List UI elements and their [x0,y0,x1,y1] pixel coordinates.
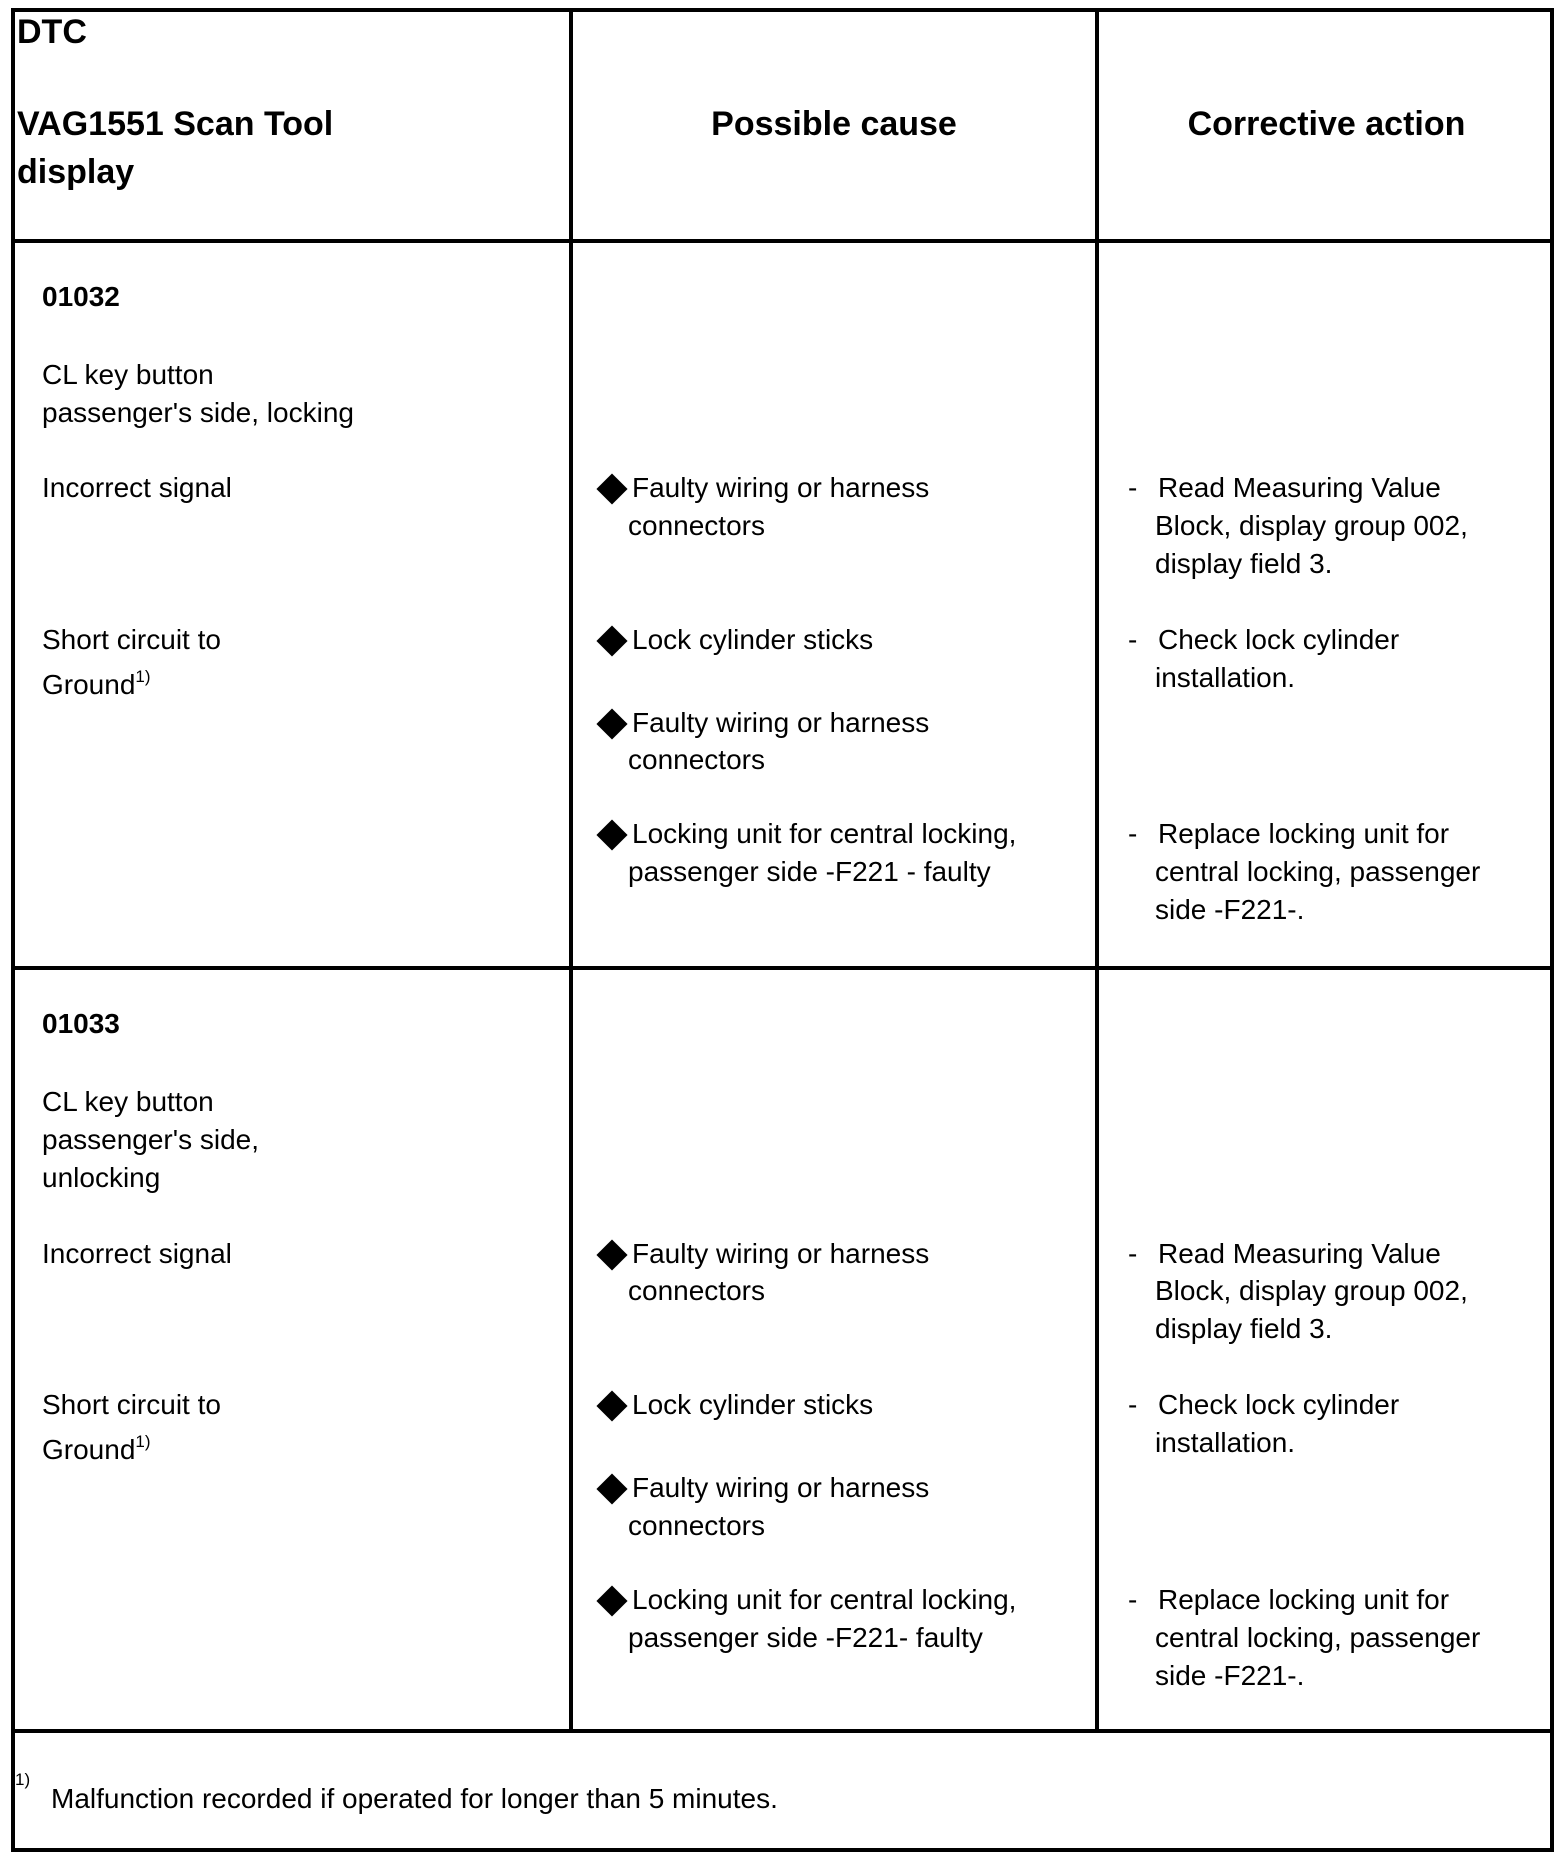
footnote-ref: 1) [135,1432,151,1451]
possible-cause: connectors [628,1275,765,1306]
dash-marker: - [1128,1584,1138,1615]
possible-cause: Lock cylinder sticks [632,624,874,655]
header-divider [11,239,1554,243]
footer-divider [11,1729,1554,1733]
corrective-action: installation. [1155,1427,1296,1458]
possible-cause: Lock cylinder sticks [632,1389,874,1420]
fault-type: Incorrect signal [42,472,232,503]
dtc-code: 01032 [42,281,120,312]
corrective-action: Check lock cylinder [1158,624,1400,655]
corrective-action: side -F221-. [1155,1660,1305,1691]
corrective-action: Replace locking unit for [1158,1584,1450,1615]
footnote-ref: 1) [135,667,151,686]
row-divider [11,966,1554,970]
corrective-action: Check lock cylinder [1158,1389,1400,1420]
possible-cause: passenger side -F221 - faulty [628,856,991,887]
possible-cause: connectors [628,510,765,541]
dash-marker: - [1128,1389,1138,1420]
dtc-table [11,8,1554,1852]
possible-cause: Faulty wiring or harness [632,707,930,738]
possible-cause: Locking unit for central locking, [632,818,1017,849]
column-divider-2 [1095,8,1099,1733]
possible-cause: Faulty wiring or harness [632,472,930,503]
fault-type: Short circuit to [42,624,221,655]
fault-type: Ground$^{1)}$ [42,667,151,700]
header-dtc: DTC [17,13,87,51]
corrective-action: Block, display group 002, [1155,1275,1468,1306]
corrective-action: display field 3. [1155,548,1333,579]
corrective-action: central locking, passenger [1155,1622,1481,1653]
corrective-action: installation. [1155,662,1296,693]
dash-marker: - [1128,1238,1138,1269]
possible-cause: connectors [628,744,765,775]
dash-marker: - [1128,472,1138,503]
corrective-action: Read Measuring Value [1158,472,1441,503]
fault-type: Incorrect signal [42,1238,232,1269]
footnote-marker: 1) [15,1770,31,1789]
dash-marker: - [1128,818,1138,849]
possible-cause: Faulty wiring or harness [632,1238,930,1269]
dtc-description: CL key button [42,1086,214,1117]
possible-cause: Faulty wiring or harness [632,1472,930,1503]
possible-cause: Locking unit for central locking, [632,1584,1017,1615]
dtc-description: CL key button [42,359,214,390]
dtc-description: passenger's side, [42,1124,260,1155]
corrective-action: side -F221-. [1155,894,1305,925]
header-display: display [17,153,135,191]
dtc-description: unlocking [42,1162,161,1193]
footnote-text: Malfunction recorded if operated for longer than 5 minutes. [51,1783,778,1814]
corrective-action: Read Measuring Value [1158,1238,1441,1269]
possible-cause: passenger side -F221- faulty [628,1622,983,1653]
fault-type: Ground$^{1)}$ [42,1432,151,1465]
corrective-action: display field 3. [1155,1313,1333,1344]
corrective-action: Replace locking unit for [1158,818,1450,849]
column-divider-1 [569,8,573,1733]
dtc-description: passenger's side, locking [42,397,354,428]
dash-marker: - [1128,624,1138,655]
dtc-code: 01033 [42,1008,120,1039]
header-scan-tool: VAG1551 Scan Tool [17,105,334,143]
corrective-action: Block, display group 002, [1155,510,1468,541]
header-corrective-action: Corrective action [1187,105,1466,143]
fault-type: Short circuit to [42,1389,221,1420]
header-possible-cause: Possible cause [711,105,957,143]
possible-cause: connectors [628,1510,765,1541]
corrective-action: central locking, passenger [1155,856,1481,887]
